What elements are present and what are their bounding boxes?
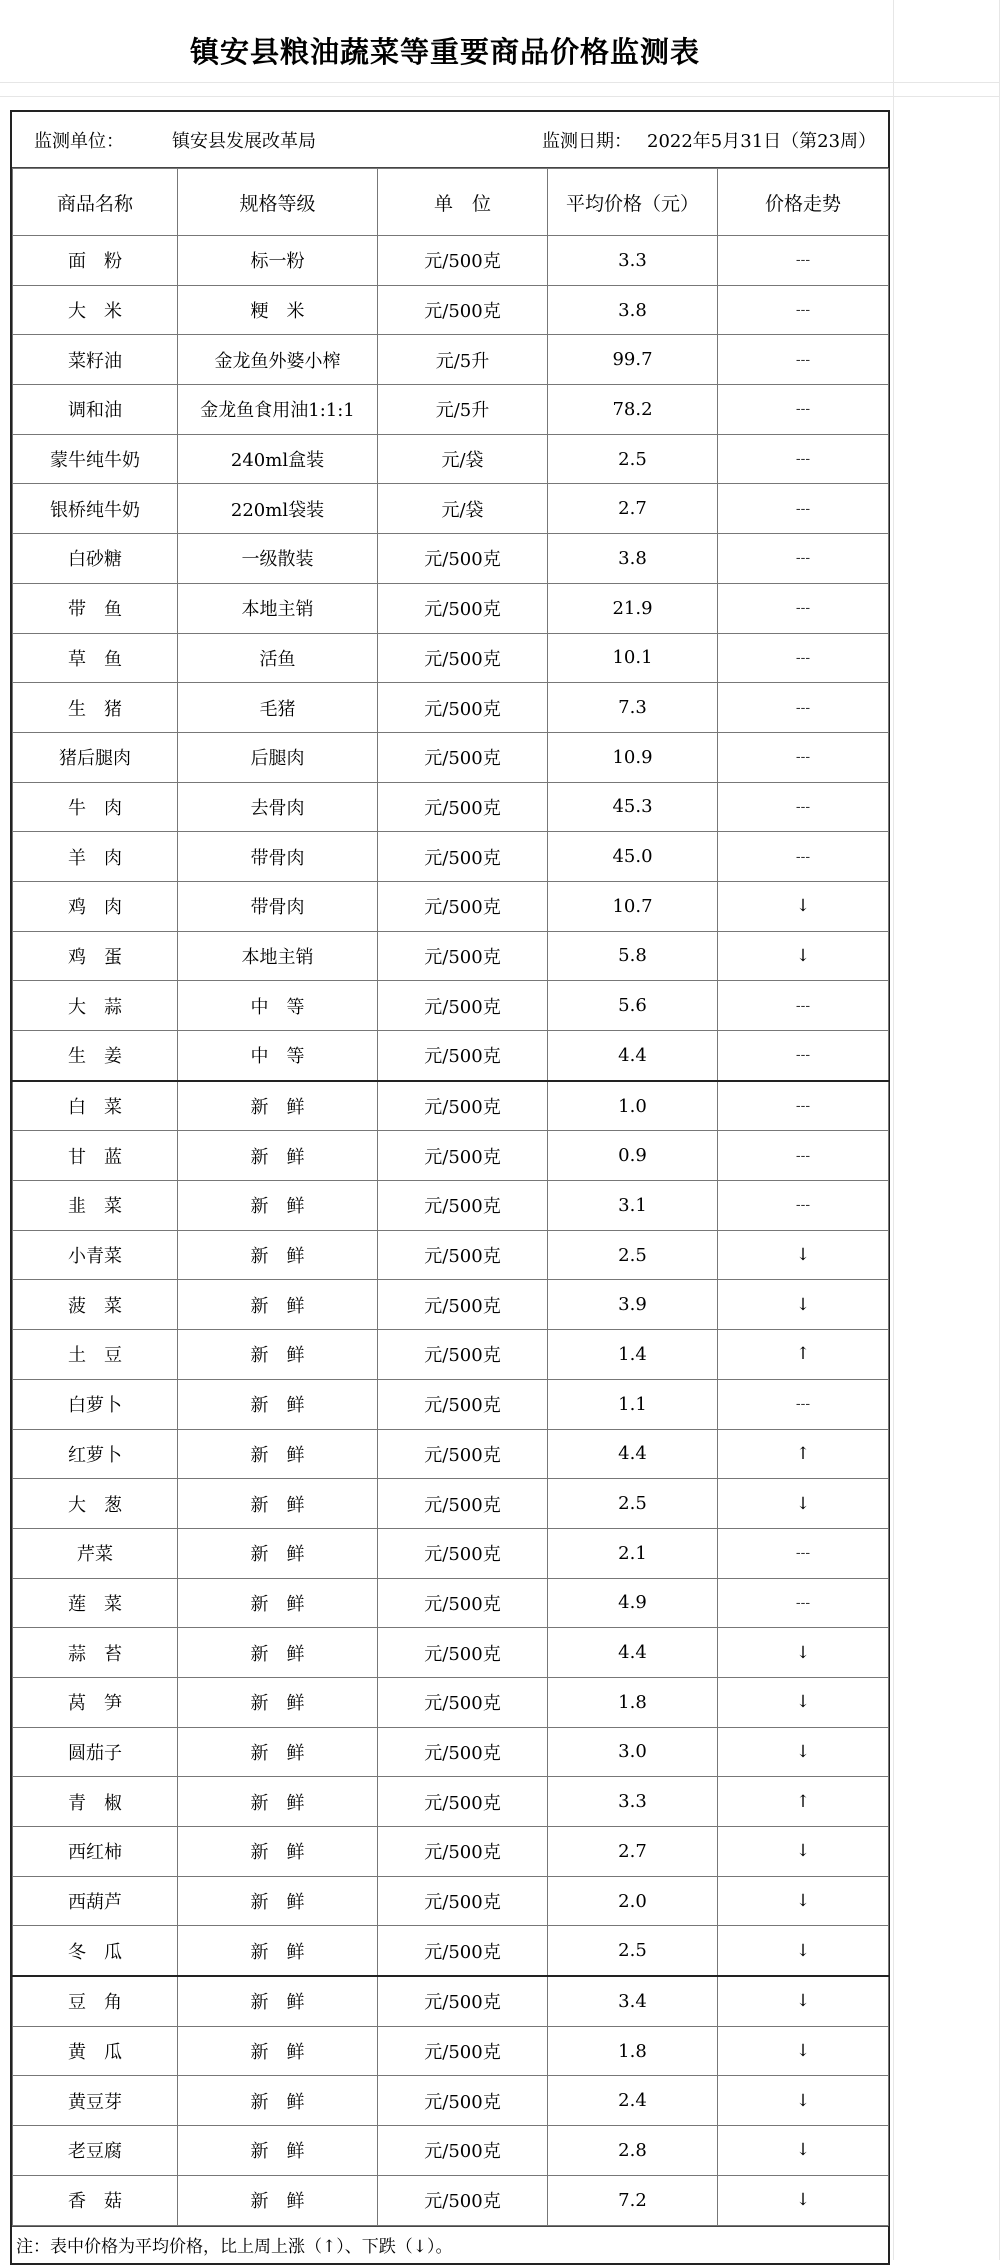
- cell-spec: 粳 米: [178, 285, 378, 335]
- table-row: [13, 1330, 889, 1380]
- cell-name: 莴 笋: [13, 1677, 178, 1727]
- cell-name: 鸡 肉: [13, 881, 178, 931]
- cell-trend: ---: [718, 385, 889, 435]
- cell-price: 4.4: [548, 1628, 718, 1678]
- cell-name: 大 葱: [13, 1479, 178, 1529]
- cell-unit: 元/500克: [378, 1379, 548, 1429]
- cell-unit: 元/500克: [378, 1976, 548, 2026]
- cell-spec: 新 鲜: [178, 1429, 378, 1479]
- footnote: 注：表中价格为平均价格，比上周上涨（↑）、下跌（↓）。: [12, 2226, 888, 2263]
- table-row: [13, 881, 889, 931]
- cell-trend: ---: [718, 1081, 889, 1131]
- cell-spec: 新 鲜: [178, 1777, 378, 1827]
- header-unit: 单 位: [378, 169, 548, 236]
- cell-unit: 元/500克: [378, 881, 548, 931]
- cell-unit: 元/500克: [378, 1479, 548, 1529]
- table-row: [13, 1578, 889, 1628]
- table-row: [13, 484, 889, 534]
- cell-name: 韭 菜: [13, 1181, 178, 1231]
- table-row: [13, 1528, 889, 1578]
- cell-name: 老豆腐: [13, 2126, 178, 2176]
- cell-price: 1.4: [548, 1330, 718, 1380]
- cell-spec: 新 鲜: [178, 1280, 378, 1330]
- cell-spec: 240ml盒装: [178, 434, 378, 484]
- cell-spec: 本地主销: [178, 931, 378, 981]
- cell-name: 面 粉: [13, 236, 178, 286]
- cell-spec: 新 鲜: [178, 2026, 378, 2076]
- cell-name: 红萝卜: [13, 1429, 178, 1479]
- cell-trend: ---: [718, 434, 889, 484]
- table-row: [13, 1827, 889, 1877]
- cell-name: 大 蒜: [13, 981, 178, 1031]
- cell-trend: ↓: [718, 881, 889, 931]
- cell-trend: ↓: [718, 1976, 889, 2026]
- cell-unit: 元/500克: [378, 1777, 548, 1827]
- cell-trend: ---: [718, 236, 889, 286]
- cell-unit: 元/500克: [378, 931, 548, 981]
- cell-unit: 元/500克: [378, 981, 548, 1031]
- cell-unit: 元/500克: [378, 1827, 548, 1877]
- cell-unit: 元/500克: [378, 1628, 548, 1678]
- cell-trend: ↓: [718, 1926, 889, 1976]
- cell-spec: 新 鲜: [178, 1628, 378, 1678]
- cell-spec: 新 鲜: [178, 2076, 378, 2126]
- cell-name: 菠 菜: [13, 1280, 178, 1330]
- cell-price: 3.8: [548, 285, 718, 335]
- table-body: [13, 236, 889, 2226]
- cell-price: 78.2: [548, 385, 718, 435]
- table-row: [13, 1131, 889, 1181]
- cell-price: 2.0: [548, 1876, 718, 1926]
- sheet-gridline: [0, 96, 1000, 97]
- cell-unit: 元/500克: [378, 1081, 548, 1131]
- table-row: [13, 2175, 889, 2225]
- cell-name: 菜籽油: [13, 335, 178, 385]
- table-row: [13, 832, 889, 882]
- header-spec: 规格等级: [178, 169, 378, 236]
- table-row: [13, 633, 889, 683]
- cell-name: 猪后腿肉: [13, 732, 178, 782]
- cell-price: 10.1: [548, 633, 718, 683]
- cell-price: 2.5: [548, 1230, 718, 1280]
- price-table: [12, 168, 889, 2226]
- cell-spec: 金龙鱼食用油1:1:1: [178, 385, 378, 435]
- cell-trend: ↓: [718, 2126, 889, 2176]
- cell-spec: 带骨肉: [178, 881, 378, 931]
- table-row: [13, 1429, 889, 1479]
- table-row: [13, 1727, 889, 1777]
- header-trend: 价格走势: [718, 169, 889, 236]
- cell-unit: 元/500克: [378, 683, 548, 733]
- table-row: [13, 1628, 889, 1678]
- cell-price: 5.6: [548, 981, 718, 1031]
- cell-spec: 本地主销: [178, 583, 378, 633]
- cell-spec: 一级散装: [178, 534, 378, 584]
- cell-price: 2.5: [548, 1926, 718, 1976]
- cell-name: 生 姜: [13, 1031, 178, 1081]
- cell-unit: 元/500克: [378, 1280, 548, 1330]
- cell-trend: ↑: [718, 1330, 889, 1380]
- cell-name: 冬 瓜: [13, 1926, 178, 1976]
- cell-price: 4.4: [548, 1031, 718, 1081]
- cell-spec: 新 鲜: [178, 1181, 378, 1231]
- cell-spec: 新 鲜: [178, 1081, 378, 1131]
- cell-trend: ↓: [718, 2175, 889, 2225]
- cell-spec: 新 鲜: [178, 1677, 378, 1727]
- info-row: [12, 112, 888, 168]
- cell-unit: 元/500克: [378, 2076, 548, 2126]
- cell-spec: 中 等: [178, 1031, 378, 1081]
- cell-unit: 元/500克: [378, 1876, 548, 1926]
- cell-name: 小青菜: [13, 1230, 178, 1280]
- cell-spec: 标一粉: [178, 236, 378, 286]
- cell-price: 2.7: [548, 484, 718, 534]
- cell-spec: 带骨肉: [178, 832, 378, 882]
- cell-unit: 元/500克: [378, 1181, 548, 1231]
- cell-unit: 元/500克: [378, 2026, 548, 2076]
- cell-unit: 元/500克: [378, 1578, 548, 1628]
- cell-name: 芹菜: [13, 1528, 178, 1578]
- cell-price: 1.8: [548, 2026, 718, 2076]
- cell-name: 羊 肉: [13, 832, 178, 882]
- cell-price: 2.7: [548, 1827, 718, 1877]
- cell-trend: ---: [718, 534, 889, 584]
- cell-trend: ---: [718, 981, 889, 1031]
- cell-price: 5.8: [548, 931, 718, 981]
- cell-trend: ↓: [718, 1628, 889, 1678]
- table-row: [13, 981, 889, 1031]
- cell-unit: 元/500克: [378, 832, 548, 882]
- cell-price: 2.5: [548, 434, 718, 484]
- cell-unit: 元/500克: [378, 1330, 548, 1380]
- table-row: [13, 1876, 889, 1926]
- cell-unit: 元/500克: [378, 2126, 548, 2176]
- cell-trend: ---: [718, 484, 889, 534]
- price-sheet: [10, 110, 890, 2265]
- cell-unit: 元/500克: [378, 285, 548, 335]
- cell-trend: ↓: [718, 1677, 889, 1727]
- date-label: 监测日期：: [542, 130, 632, 152]
- cell-trend: ---: [718, 1131, 889, 1181]
- cell-price: 4.9: [548, 1578, 718, 1628]
- cell-unit: 元/500克: [378, 2175, 548, 2225]
- table-row: [13, 1677, 889, 1727]
- cell-name: 带 鱼: [13, 583, 178, 633]
- cell-spec: 中 等: [178, 981, 378, 1031]
- cell-price: 3.3: [548, 236, 718, 286]
- cell-price: 1.0: [548, 1081, 718, 1131]
- table-row: [13, 732, 889, 782]
- cell-name: 青 椒: [13, 1777, 178, 1827]
- cell-spec: 新 鲜: [178, 2126, 378, 2176]
- cell-spec: 220ml袋装: [178, 484, 378, 534]
- cell-trend: ---: [718, 683, 889, 733]
- table-row: [13, 236, 889, 286]
- table-row: [13, 683, 889, 733]
- cell-spec: 后腿肉: [178, 732, 378, 782]
- cell-name: 西红柿: [13, 1827, 178, 1877]
- cell-spec: 活鱼: [178, 633, 378, 683]
- cell-spec: 新 鲜: [178, 1230, 378, 1280]
- cell-price: 2.4: [548, 2076, 718, 2126]
- cell-trend: ---: [718, 633, 889, 683]
- cell-name: 大 米: [13, 285, 178, 335]
- cell-unit: 元/500克: [378, 1429, 548, 1479]
- cell-trend: ↑: [718, 1777, 889, 1827]
- cell-spec: 去骨肉: [178, 782, 378, 832]
- cell-unit: 元/500克: [378, 236, 548, 286]
- cell-name: 牛 肉: [13, 782, 178, 832]
- header-price: 平均价格（元）: [548, 169, 718, 236]
- cell-spec: 新 鲜: [178, 1330, 378, 1380]
- cell-price: 0.9: [548, 1131, 718, 1181]
- table-row: [13, 1479, 889, 1529]
- cell-unit: 元/袋: [378, 434, 548, 484]
- cell-spec: 新 鲜: [178, 1926, 378, 1976]
- table-row: [13, 1031, 889, 1081]
- cell-spec: 新 鲜: [178, 1379, 378, 1429]
- table-row: [13, 285, 889, 335]
- cell-price: 7.2: [548, 2175, 718, 2225]
- cell-unit: 元/500克: [378, 782, 548, 832]
- cell-spec: 新 鲜: [178, 1578, 378, 1628]
- table-row: [13, 1379, 889, 1429]
- cell-price: 3.4: [548, 1976, 718, 2026]
- cell-spec: 新 鲜: [178, 1131, 378, 1181]
- table-row: [13, 385, 889, 435]
- cell-trend: ---: [718, 1031, 889, 1081]
- cell-trend: ↓: [718, 1827, 889, 1877]
- cell-price: 3.8: [548, 534, 718, 584]
- cell-name: 土 豆: [13, 1330, 178, 1380]
- cell-name: 草 鱼: [13, 633, 178, 683]
- cell-price: 2.5: [548, 1479, 718, 1529]
- cell-price: 99.7: [548, 335, 718, 385]
- cell-trend: ---: [718, 1181, 889, 1231]
- table-row: [13, 1230, 889, 1280]
- cell-name: 鸡 蛋: [13, 931, 178, 981]
- table-row: [13, 782, 889, 832]
- cell-name: 圆茄子: [13, 1727, 178, 1777]
- cell-price: 45.3: [548, 782, 718, 832]
- cell-spec: 新 鲜: [178, 1827, 378, 1877]
- cell-unit: 元/500克: [378, 1727, 548, 1777]
- cell-name: 白砂糖: [13, 534, 178, 584]
- table-row: [13, 2126, 889, 2176]
- cell-name: 豆 角: [13, 1976, 178, 2026]
- cell-price: 4.4: [548, 1429, 718, 1479]
- cell-trend: ↓: [718, 931, 889, 981]
- table-header-row: [13, 169, 889, 236]
- table-row: [13, 1926, 889, 1976]
- unit-label: 监测单位：: [34, 130, 124, 152]
- sheet-gridline: [893, 0, 894, 2260]
- cell-price: 2.8: [548, 2126, 718, 2176]
- cell-name: 甘 蓝: [13, 1131, 178, 1181]
- cell-trend: ↑: [718, 1429, 889, 1479]
- page-title: 镇安县粮油蔬菜等重要商品价格监测表: [189, 34, 700, 69]
- cell-unit: 元/5升: [378, 335, 548, 385]
- cell-name: 白萝卜: [13, 1379, 178, 1429]
- cell-spec: 新 鲜: [178, 1479, 378, 1529]
- cell-spec: 金龙鱼外婆小榨: [178, 335, 378, 385]
- cell-spec: 新 鲜: [178, 1528, 378, 1578]
- cell-name: 银桥纯牛奶: [13, 484, 178, 534]
- cell-name: 白 菜: [13, 1081, 178, 1131]
- cell-trend: ---: [718, 583, 889, 633]
- table-row: [13, 1976, 889, 2026]
- cell-unit: 元/500克: [378, 1528, 548, 1578]
- table-row: [13, 2026, 889, 2076]
- cell-trend: ---: [718, 732, 889, 782]
- table-row: [13, 534, 889, 584]
- cell-unit: 元/袋: [378, 484, 548, 534]
- cell-price: 21.9: [548, 583, 718, 633]
- cell-unit: 元/500克: [378, 633, 548, 683]
- cell-name: 调和油: [13, 385, 178, 435]
- cell-price: 3.1: [548, 1181, 718, 1231]
- cell-price: 7.3: [548, 683, 718, 733]
- cell-unit: 元/500克: [378, 1677, 548, 1727]
- table-row: [13, 335, 889, 385]
- cell-trend: ↓: [718, 1876, 889, 1926]
- table-row: [13, 2076, 889, 2126]
- table-row: [13, 1280, 889, 1330]
- cell-trend: ↓: [718, 1727, 889, 1777]
- cell-trend: ---: [718, 832, 889, 882]
- cell-unit: 元/500克: [378, 583, 548, 633]
- cell-name: 生 猪: [13, 683, 178, 733]
- cell-unit: 元/500克: [378, 1031, 548, 1081]
- unit-value: 镇安县发展改革局: [172, 130, 316, 152]
- cell-unit: 元/500克: [378, 1926, 548, 1976]
- cell-trend: ---: [718, 1528, 889, 1578]
- cell-trend: ---: [718, 1379, 889, 1429]
- cell-name: 蒜 苔: [13, 1628, 178, 1678]
- table-row: [13, 1081, 889, 1131]
- cell-unit: 元/500克: [378, 534, 548, 584]
- cell-price: 10.7: [548, 881, 718, 931]
- header-name: 商品名称: [13, 169, 178, 236]
- cell-trend: ---: [718, 782, 889, 832]
- cell-unit: 元/5升: [378, 385, 548, 435]
- cell-price: 3.9: [548, 1280, 718, 1330]
- table-row: [13, 434, 889, 484]
- cell-name: 莲 菜: [13, 1578, 178, 1628]
- table-row: [13, 931, 889, 981]
- cell-name: 西葫芦: [13, 1876, 178, 1926]
- cell-price: 1.1: [548, 1379, 718, 1429]
- cell-price: 45.0: [548, 832, 718, 882]
- cell-name: 黄 瓜: [13, 2026, 178, 2076]
- cell-price: 3.0: [548, 1727, 718, 1777]
- cell-unit: 元/500克: [378, 1230, 548, 1280]
- cell-trend: ---: [718, 285, 889, 335]
- table-row: [13, 1777, 889, 1827]
- cell-spec: 新 鲜: [178, 1876, 378, 1926]
- date-value: 2022年5月31日（第23周）: [647, 130, 877, 152]
- table-row: [13, 1181, 889, 1231]
- cell-price: 2.1: [548, 1528, 718, 1578]
- cell-spec: 新 鲜: [178, 1976, 378, 2026]
- cell-price: 10.9: [548, 732, 718, 782]
- cell-trend: ---: [718, 1578, 889, 1628]
- cell-name: 香 菇: [13, 2175, 178, 2225]
- table-row: [13, 583, 889, 633]
- cell-spec: 毛猪: [178, 683, 378, 733]
- cell-trend: ↓: [718, 1479, 889, 1529]
- cell-trend: ↓: [718, 2076, 889, 2126]
- cell-trend: ---: [718, 335, 889, 385]
- cell-name: 黄豆芽: [13, 2076, 178, 2126]
- cell-trend: ↓: [718, 2026, 889, 2076]
- cell-trend: ↓: [718, 1230, 889, 1280]
- cell-spec: 新 鲜: [178, 1727, 378, 1777]
- cell-price: 3.3: [548, 1777, 718, 1827]
- cell-price: 1.8: [548, 1677, 718, 1727]
- cell-name: 蒙牛纯牛奶: [13, 434, 178, 484]
- cell-unit: 元/500克: [378, 1131, 548, 1181]
- cell-unit: 元/500克: [378, 732, 548, 782]
- cell-spec: 新 鲜: [178, 2175, 378, 2225]
- cell-trend: ↓: [718, 1280, 889, 1330]
